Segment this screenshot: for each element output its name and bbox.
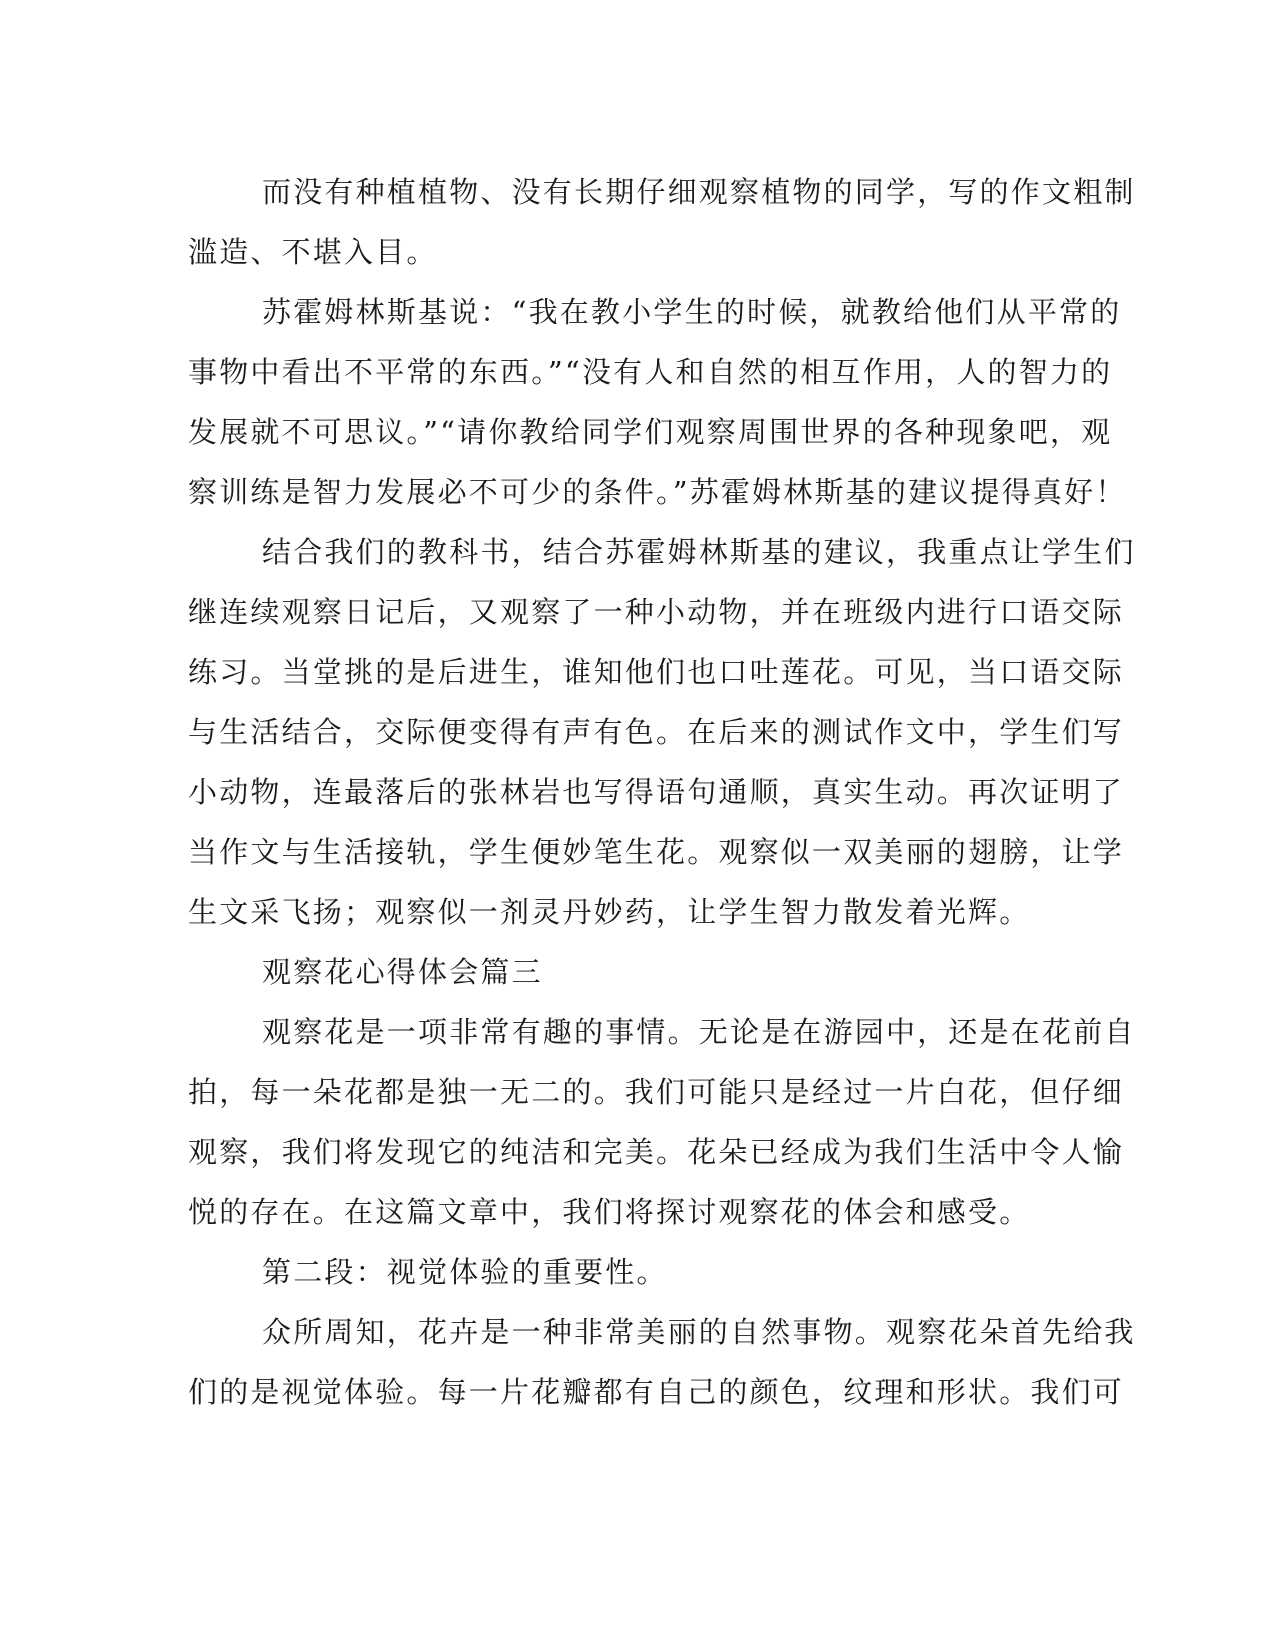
text-line: 观察，我们将发现它的纯洁和完美。花朵已经成为我们生活中令人愉 (188, 1135, 1125, 1169)
text-line: 观察花是一项非常有趣的事情。无论是在游园中，还是在花前自 (262, 1015, 1136, 1049)
text-line: 结合我们的教科书，结合苏霍姆林斯基的建议，我重点让学生们 (262, 535, 1136, 569)
text-line: 拍，每一朵花都是独一无二的。我们可能只是经过一片白花，但仔细 (188, 1075, 1125, 1109)
section-heading: 观察花心得体会篇三 (262, 955, 543, 989)
text-line: 滥造、不堪入目。 (188, 235, 438, 269)
text-line: 众所周知，花卉是一种非常美丽的自然事物。观察花朵首先给我 (262, 1315, 1136, 1349)
text-line: 继连续观察日记后，又观察了一种小动物，并在班级内进行口语交际 (188, 595, 1125, 629)
text-line: 苏霍姆林斯基说：“我在教小学生的时候，就教给他们从平常的 (262, 295, 1122, 329)
text-line: 察训练是智力发展必不可少的条件。”苏霍姆林斯基的建议提得真好！ (188, 475, 1127, 509)
text-line: 发展就不可思议。”“请你教给同学们观察周围世界的各种现象吧，观 (188, 415, 1113, 449)
text-line: 小动物，连最落后的张林岩也写得语句通顺，真实生动。再次证明了 (188, 775, 1125, 809)
text-line: 练习。当堂挑的是后进生，谁知他们也口吐莲花。可见，当口语交际 (188, 655, 1125, 689)
body-text (188, 162, 1136, 1422)
text-line: 悦的存在。在这篇文章中，我们将探讨观察花的体会和感受。 (188, 1195, 1031, 1229)
text-line: 与生活结合，交际便变得有声有色。在后来的测试作文中，学生们写 (188, 715, 1125, 749)
text-line: 们的是视觉体验。每一片花瓣都有自己的颜色，纹理和形状。我们可 (188, 1375, 1125, 1409)
text-line: 当作文与生活接轨，学生便妙笔生花。观察似一双美丽的翅膀，让学 (188, 835, 1125, 869)
text-line: 而没有种植植物、没有长期仔细观察植物的同学，写的作文粗制 (262, 175, 1136, 209)
text-line: 生文采飞扬；观察似一剂灵丹妙药，让学生智力散发着光辉。 (188, 895, 1031, 929)
subsection-heading: 第二段：视觉体验的重要性。 (262, 1255, 668, 1289)
text-line: 事物中看出不平常的东西。”“没有人和自然的相互作用，人的智力的 (188, 355, 1113, 389)
